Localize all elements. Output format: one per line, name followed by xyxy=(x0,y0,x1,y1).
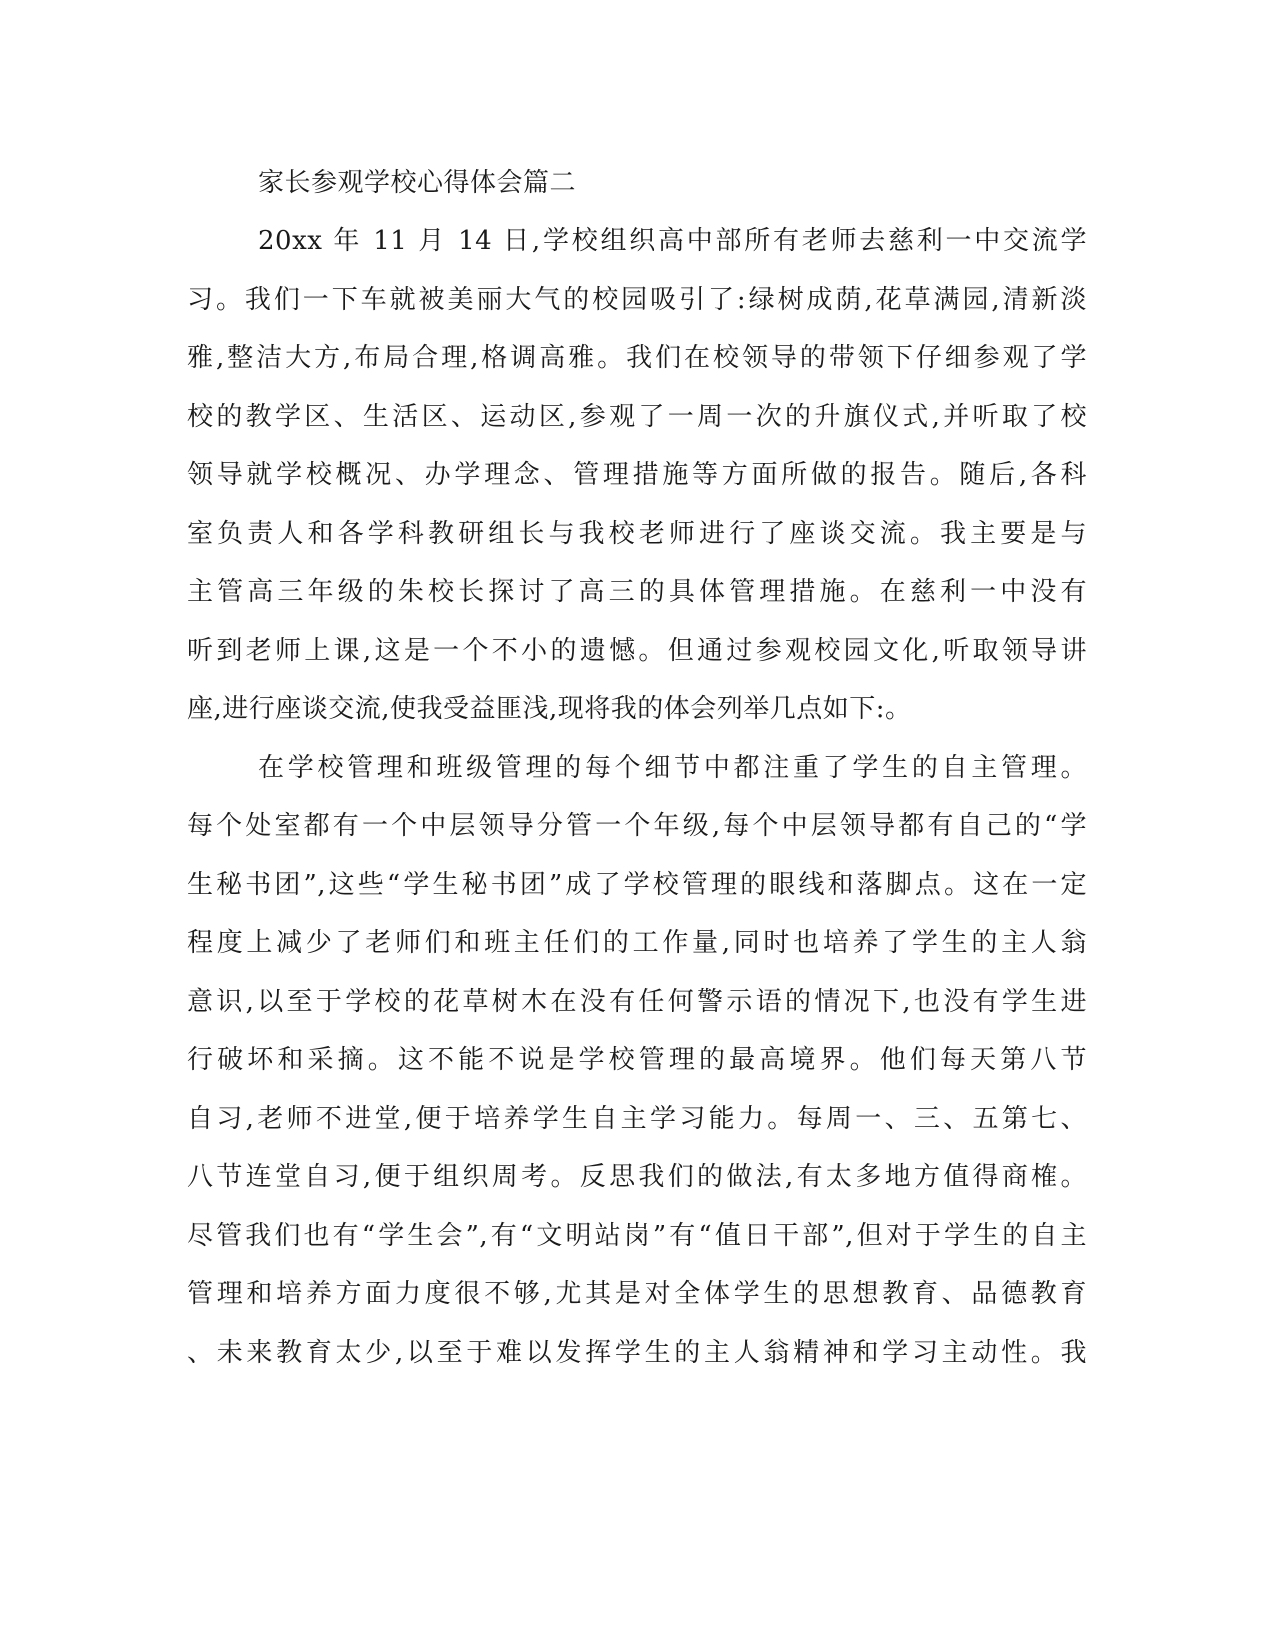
document-title: 家长参观学校心得体会篇二 xyxy=(258,168,577,198)
paragraph-line: 在学校管理和班级管理的每个细节中都注重了学生的自主管理。 xyxy=(258,753,1087,783)
paragraph-line: 习。我们一下车就被美丽大气的校园吸引了:绿树成荫,花草满园,清新淡 xyxy=(187,285,1087,315)
paragraph-line: 八节连堂自习,便于组织周考。反思我们的做法,有太多地方值得商榷。 xyxy=(187,1162,1087,1192)
paragraph-line: 主管高三年级的朱校长探讨了高三的具体管理措施。在慈利一中没有 xyxy=(187,577,1087,607)
paragraph-line: 室负责人和各学科教研组长与我校老师进行了座谈交流。我主要是与 xyxy=(187,519,1087,549)
paragraph-line: 生秘书团”,这些“学生秘书团”成了学校管理的眼线和落脚点。这在一定 xyxy=(187,870,1087,900)
paragraph-line: 程度上减少了老师们和班主任们的工作量,同时也培养了学生的主人翁 xyxy=(187,928,1087,958)
paragraph-line: 座,进行座谈交流,使我受益匪浅,现将我的体会列举几点如下:。 xyxy=(187,694,912,724)
paragraph-line: 管理和培养方面力度很不够,尤其是对全体学生的思想教育、品德教育 xyxy=(187,1279,1087,1309)
paragraph-line: 校的教学区、生活区、运动区,参观了一周一次的升旗仪式,并听取了校 xyxy=(187,402,1087,432)
paragraph-line: 行破坏和采摘。这不能不说是学校管理的最高境界。他们每天第八节 xyxy=(187,1045,1087,1075)
paragraph-line: 听到老师上课,这是一个不小的遗憾。但通过参观校园文化,听取领导讲 xyxy=(187,636,1087,666)
paragraph-line: 意识,以至于学校的花草树木在没有任何警示语的情况下,也没有学生进 xyxy=(187,987,1087,1017)
paragraph-line: 领导就学校概况、办学理念、管理措施等方面所做的报告。随后,各科 xyxy=(187,460,1087,490)
paragraph-line: 、未来教育太少,以至于难以发挥学生的主人翁精神和学习主动性。我 xyxy=(187,1338,1087,1368)
paragraph-line: 尽管我们也有“学生会”,有“文明站岗”有“值日干部”,但对于学生的自主 xyxy=(187,1221,1087,1251)
paragraph-line: 每个处室都有一个中层领导分管一个年级,每个中层领导都有自己的“学 xyxy=(187,811,1087,841)
paragraph-line: 20xx 年 11 月 14 日,学校组织高中部所有老师去慈利一中交流学 xyxy=(258,226,1087,256)
paragraph-line: 雅,整洁大方,布局合理,格调高雅。我们在校领导的带领下仔细参观了学 xyxy=(187,343,1087,373)
paragraph-line: 自习,老师不进堂,便于培养学生自主学习能力。每周一、三、五第七、 xyxy=(187,1104,1087,1134)
